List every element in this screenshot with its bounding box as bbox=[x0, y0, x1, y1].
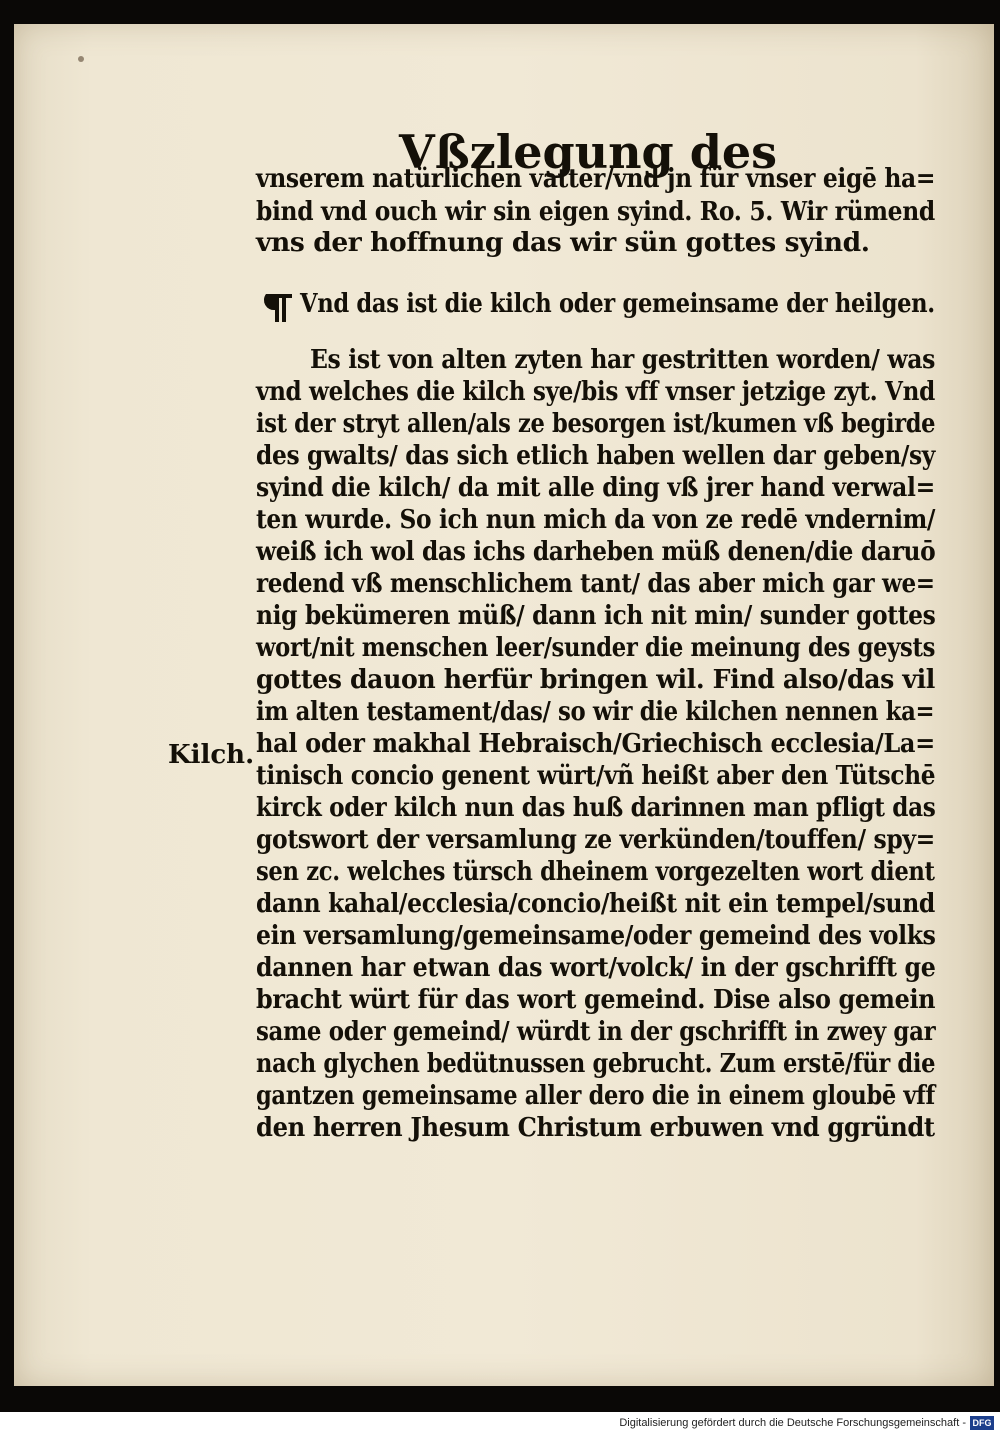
text-line: bind vnd ouch wir sin eigen syind. Ro. 5. Wir rümend bbox=[256, 196, 935, 227]
text-line: im alten testament/das/ so wir die kilchen nennen ka= bbox=[256, 696, 935, 727]
digitization-footer bbox=[0, 1412, 1000, 1434]
ink-smudge bbox=[78, 56, 84, 62]
text-line: bracht würt für das wort gemeind. Dise also gemein bbox=[256, 984, 936, 1015]
text-line: tinisch concio genent würt/vñ heißt aber den Tütschē bbox=[256, 760, 936, 791]
section-heading: Vnd das ist die kilch oder gemeinsame der heilgen. bbox=[300, 288, 935, 319]
text-line: gotswort der versamlung ze verkünden/touffen/ spy= bbox=[256, 824, 935, 855]
text-line: hal oder makhal Hebraisch/Griechisch ecclesia/La= bbox=[256, 728, 935, 759]
text-line: redend vß menschlichem tant/ das aber mich gar we= bbox=[256, 568, 935, 599]
text-line: gantzen gemeinsame aller dero die in einem gloubē vff bbox=[256, 1080, 935, 1111]
text-line: des gwalts/ das sich etlich haben wellen dar geben/sy bbox=[256, 440, 936, 471]
text-line: gottes dauon herfür bringen wil. Find also/das vil bbox=[256, 664, 935, 695]
text-line: kirck oder kilch nun das huß darinnen man pfligt das bbox=[256, 792, 936, 823]
text-line: ist der stryt allen/als ze besorgen ist/kumen vß begirde bbox=[256, 408, 936, 439]
text-line: nig bekümeren müß/ dann ich nit min/ sunder gottes bbox=[256, 600, 936, 631]
text-line: vnd welches die kilch sye/bis vff vnser jetzige zyt. Vnd bbox=[256, 376, 935, 407]
pilcrow-icon bbox=[262, 290, 296, 324]
text-line: vns der hoffnung das wir sün gottes syind. bbox=[256, 227, 870, 258]
text-line: syind die kilch/ da mit alle ding vß jrer hand verwal= bbox=[256, 472, 935, 503]
margin-note: Kilch. bbox=[168, 740, 255, 770]
text-line: Es ist von alten zyten har gestritten worden/ was bbox=[310, 344, 935, 375]
text-line: sen zc. welches türsch dheinem vorgezelten wort dient bbox=[256, 856, 935, 887]
text-line: dannen har etwan das wort/volck/ in der gschrifft ge bbox=[256, 952, 936, 983]
text-line: nach glychen bedütnussen gebrucht. Zum erstē/für die bbox=[256, 1048, 936, 1079]
text-line: weiß ich wol das ichs darheben müß denen/die daruō bbox=[256, 536, 936, 567]
text-line: ein versamlung/gemeinsame/oder gemeind des volks bbox=[256, 920, 936, 951]
dfg-logo: DFG bbox=[970, 1416, 994, 1430]
text-line: vnserem natürlichen vatter/vnd jn für vnser eigē ha= bbox=[256, 163, 936, 194]
text-line: dann kahal/ecclesia/concio/heißt nit ein tempel/sund bbox=[256, 888, 935, 919]
text-line: ten wurde. So ich nun mich da von ze redē vndernim/ bbox=[256, 504, 936, 535]
running-heading: Vßzlegung des bbox=[399, 125, 778, 179]
text-line: wort/nit menschen leer/sunder die meinung des geysts bbox=[256, 632, 936, 663]
text-line: same oder gemeind/ würdt in der gschrifft in zwey gar bbox=[256, 1016, 936, 1047]
text-line: den herren Jhesum Christum erbuwen vnd ggründt bbox=[256, 1112, 935, 1143]
funding-notice: Digitalisierung gefördert durch die Deutsche Forschungsgemeinschaft - bbox=[619, 1417, 966, 1429]
